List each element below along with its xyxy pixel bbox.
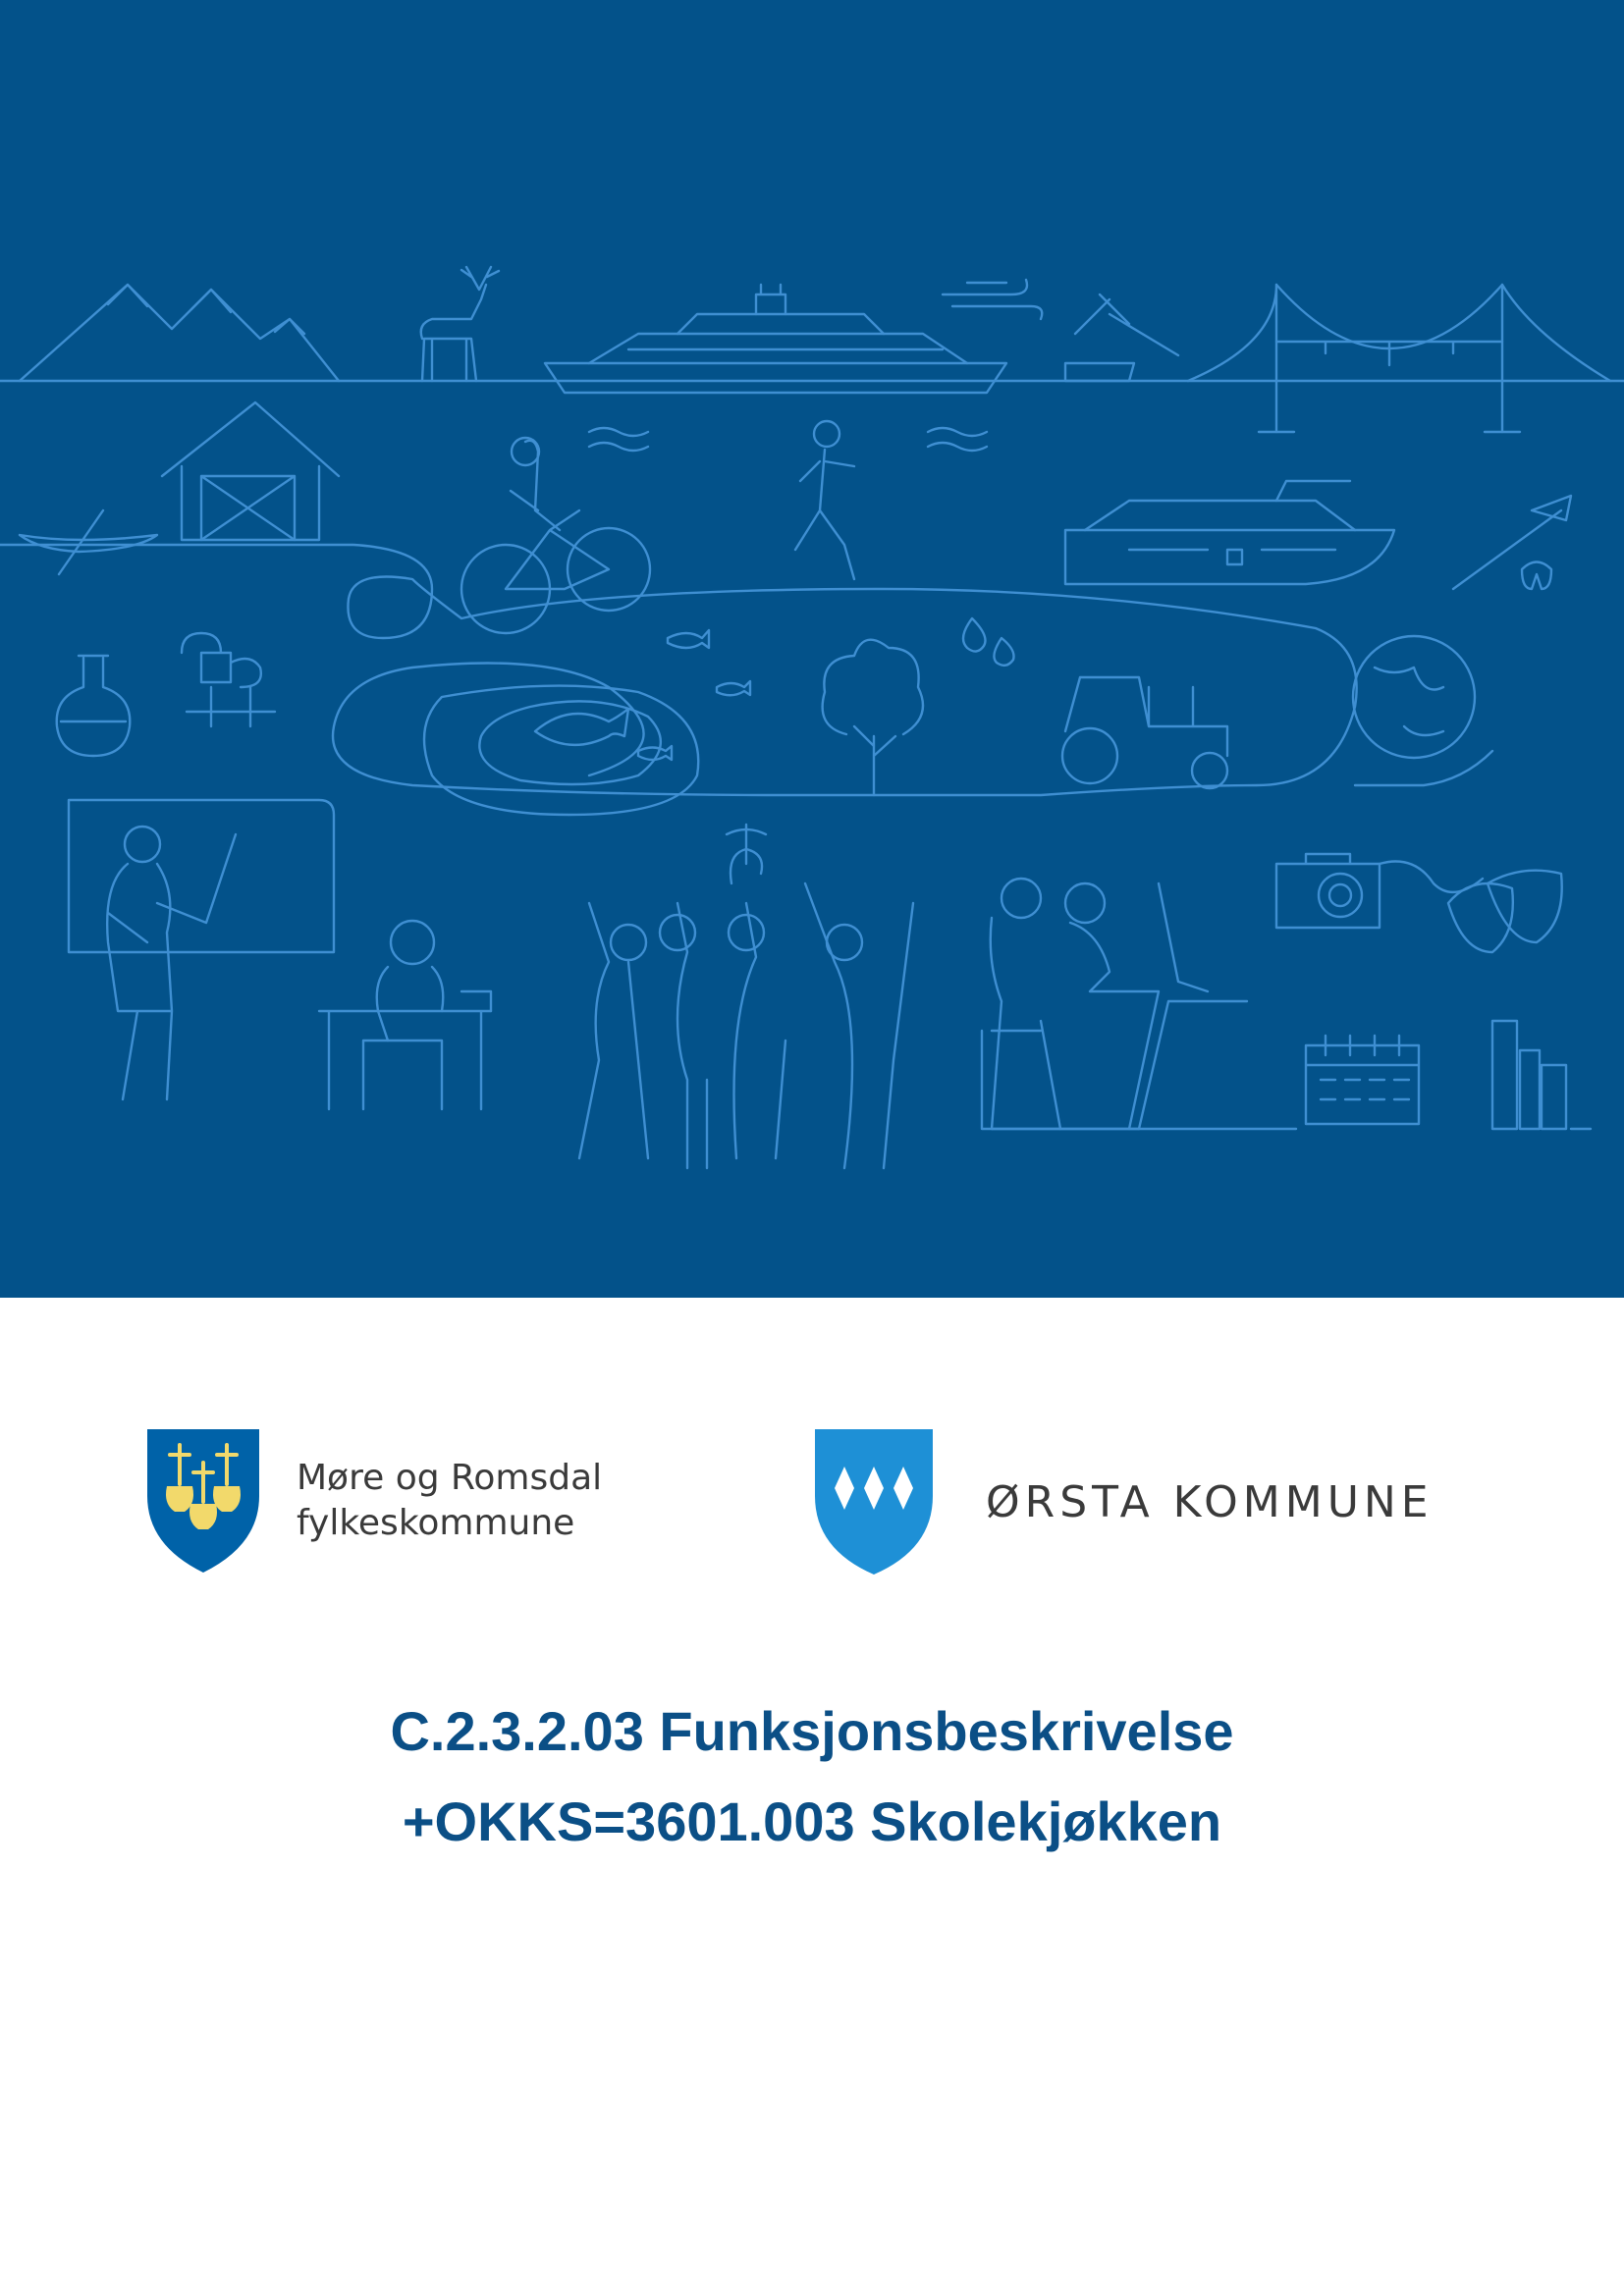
globe-hand-icon: [1353, 636, 1492, 785]
mountains-icon: [20, 285, 339, 381]
waves-icon: [589, 428, 648, 451]
canoe-icon: [20, 510, 157, 574]
wind-icon: [943, 280, 1042, 319]
bridge-icon: [1188, 285, 1610, 432]
orsta-kommune-name: ØRSTA KOMMUNE: [986, 1476, 1434, 1527]
whiteboard-icon: [69, 800, 334, 952]
boathouse-icon: [162, 402, 339, 540]
title-line-2: +OKKS=3601.003 Skolekjøkken: [402, 1790, 1222, 1852]
books-icon: [1492, 1021, 1566, 1129]
flask-icon: [57, 656, 131, 756]
fish-icon: [535, 709, 628, 745]
title-line-1: C.2.3.2.03 Funksjonsbeskrivelse: [390, 1700, 1234, 1762]
command-symbol-icon: [182, 633, 261, 687]
orsta-coat-of-arms-icon: [813, 1427, 935, 1576]
ferry-icon: [545, 285, 1006, 393]
deer-icon: [421, 267, 499, 381]
teacher-icon: [107, 827, 236, 1099]
office-workers-icon: [982, 879, 1247, 1129]
more-romsdal-logo: [145, 1427, 602, 1575]
water-drops-icon: [963, 618, 1014, 666]
tree-icon: [823, 640, 923, 795]
calendar-icon: [1306, 1036, 1419, 1124]
speedboat-icon: [1065, 481, 1394, 584]
lake-icon: [424, 686, 698, 815]
orsta-kommune-logo: [813, 1427, 1434, 1576]
camera-icon: [1276, 854, 1380, 928]
gavel-icon: [1065, 294, 1178, 381]
document-title: [0, 1686, 1624, 1867]
path-line: [0, 545, 1357, 795]
student-desk-icon: [319, 921, 491, 1109]
more-romsdal-coat-of-arms-icon: [145, 1427, 261, 1575]
theater-masks-icon: [1448, 871, 1562, 952]
celebrating-group-icon: [579, 825, 913, 1168]
tractor-icon: [1062, 677, 1227, 788]
more-romsdal-name: Møre og Romsdal: [297, 1458, 603, 1498]
small-fish-icon: [668, 630, 709, 648]
toothbrush-icon: [1453, 496, 1571, 589]
more-romsdal-subtitle: fylkeskommune: [297, 1503, 575, 1543]
logo-row: [0, 1414, 1624, 1590]
runner-icon: [795, 421, 854, 579]
